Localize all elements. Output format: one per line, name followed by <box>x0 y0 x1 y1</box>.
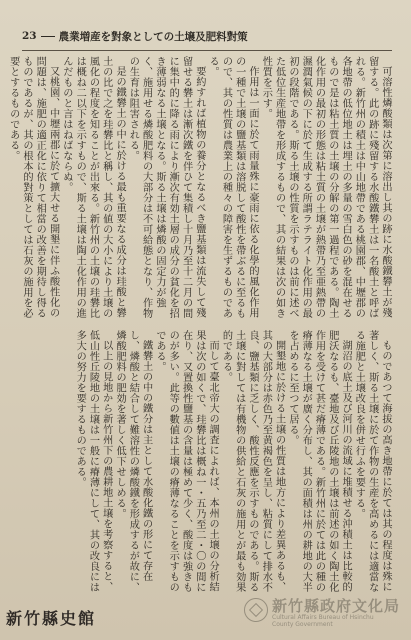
watermark-english <box>272 614 374 628</box>
header-dash <box>41 36 55 37</box>
watermark-english-line2: County Government <box>272 621 333 628</box>
paragraph: 以上の見地から新竹州下の農耕地土壌を考察すると、低山性丘陵地の土壌は一般に瘠薄にして、其の改良には多大の努力を要するものである。 <box>74 330 112 593</box>
page-number: 23 <box>22 30 37 42</box>
paragraph: 湖沼の底土及び河川の流域に堆積せる沖積土は比較的肥沃なるも、臺地及び丘陵地の土壌は前述の如く陶土化作用を受けて甚だ瘠薄である。新竹州に於ては此の種の瘠薄なる土壌が廣く分布し、其の面積は州の耕地の大半を占めるに至つて居る。 <box>286 330 352 593</box>
upper-text-block <box>7 56 392 321</box>
paragraph: 作用は一面に於て雨量殊に豪雨に依る化學的風化作用の一種で土壌の鹽基類は溶脱して酸性を帶ぶるに至るもので、其の性質は農業上の種々の障害を生ずるものである。 <box>207 56 259 319</box>
watermark-chinese: 新竹縣政府文化局 <box>272 597 401 615</box>
hsinchu-history-museum-logo: 新竹縣史館 <box>6 609 97 628</box>
lower-text-block <box>22 330 392 598</box>
paragraph: 要約すれば植物の養分となるべき鹽基類は流失して殘留せる礬土は漸次鐵を伴ひて集積し十月乃至十二月の間に集中的に降る雨により漸次有効土層の成分の貧化を招き薄弱なる土壌となる。斯る土壌は燐酸の固定力が強く、施用せる燐酸肥料の大部分は不可給態となり、作物の生育は阻害される。 <box>127 56 205 319</box>
watermark-english-line1: Cultural Affairs Bureau of Hsinchu <box>272 614 374 621</box>
paragraph: 是の鐵礬土の中に於ける最も重要なる成分は珪酸と礬土の比で之を珪礬比と稱し、其の値の大小により土壌の風化の程度を知ることが出來る。新竹州の土壌の珪礬比は概ね二以下を示すもので、斯る土壌は陶土化作用の進んだものと言はねばならぬ。 <box>60 56 126 319</box>
paragraph: 又桃園、中壢兩郡に於て擴大せる開墾に伴ふ酸性化の問題は、施肥の適正化に依りて相當の改善を期待し得るものであるが、其の根本的對策としては石灰の施用を必要とするものである。 <box>7 56 59 319</box>
seal-icon <box>244 598 268 622</box>
paragraph: 鐵礬土の中の鐵分は主として水酸化鐵の形にて存在し、燐酸と結合して難溶性の燐酸鐵を形成するが故に、燐酸肥料の肥効を著しく低下せしめる。 <box>114 330 152 593</box>
cultural-bureau-watermark <box>244 594 404 632</box>
paragraph: 開墾地に於ける土壌の性質は地方により差異あるも、其の大部分は赤色乃至黄褐色を呈し、粘質にして排水不良、鹽基類に乏しく、酸性反應を示すものである。斯る土壌に對しては有機物の供給と石灰の施用とが最も効果的である。 <box>220 330 285 593</box>
paragraph: 可溶性燐酸類は次第に溶出し其の跡に水酸鐵礬土が殘留する。此の跡に殘留する水酸鐵礬土は一名酸土と呼ばれる。新竹州の積土は中山地帶である桃園郡、中壢郡の各地帶の低位地土は埋土の多量の雪白色の砂を混在せるもので是は粘土質の土壌の分解の第一過程である。陶土化作用の最初の形態は粘土質の土壌が熱帶乃至亜熱帶の濕潤氣候の下に於て生成する所謂ラテライト化作用の最初の段階である。斯る土壌の性質を示すものは前に述べた低位生産地帶を形成するもので、其の結果は次の如き性質を示す。 <box>260 56 391 319</box>
paragraph: 而して臺北帝大の調査によれば、本州の土壌の分析結果は次の如くで、珪礬比は概ね一・五乃至二・〇の間に在り、又置換性鹽基の含量は極めて少く、酸度は強きものが多い。此等の數値は土壌の瘠薄なることを示すものである。 <box>153 330 219 593</box>
running-header <box>22 28 392 44</box>
running-title: 農業増産を對象としての土壌及肥料對策 <box>58 30 248 43</box>
header-divider <box>22 50 392 51</box>
paragraph: ものであつて海拔の高き地帶に於ては其の程度は殊に著しく、斯る土壌に於て作物の生産を高めるには適當なる施肥と土壌改良を併せ行ふを要する。 <box>353 330 391 593</box>
